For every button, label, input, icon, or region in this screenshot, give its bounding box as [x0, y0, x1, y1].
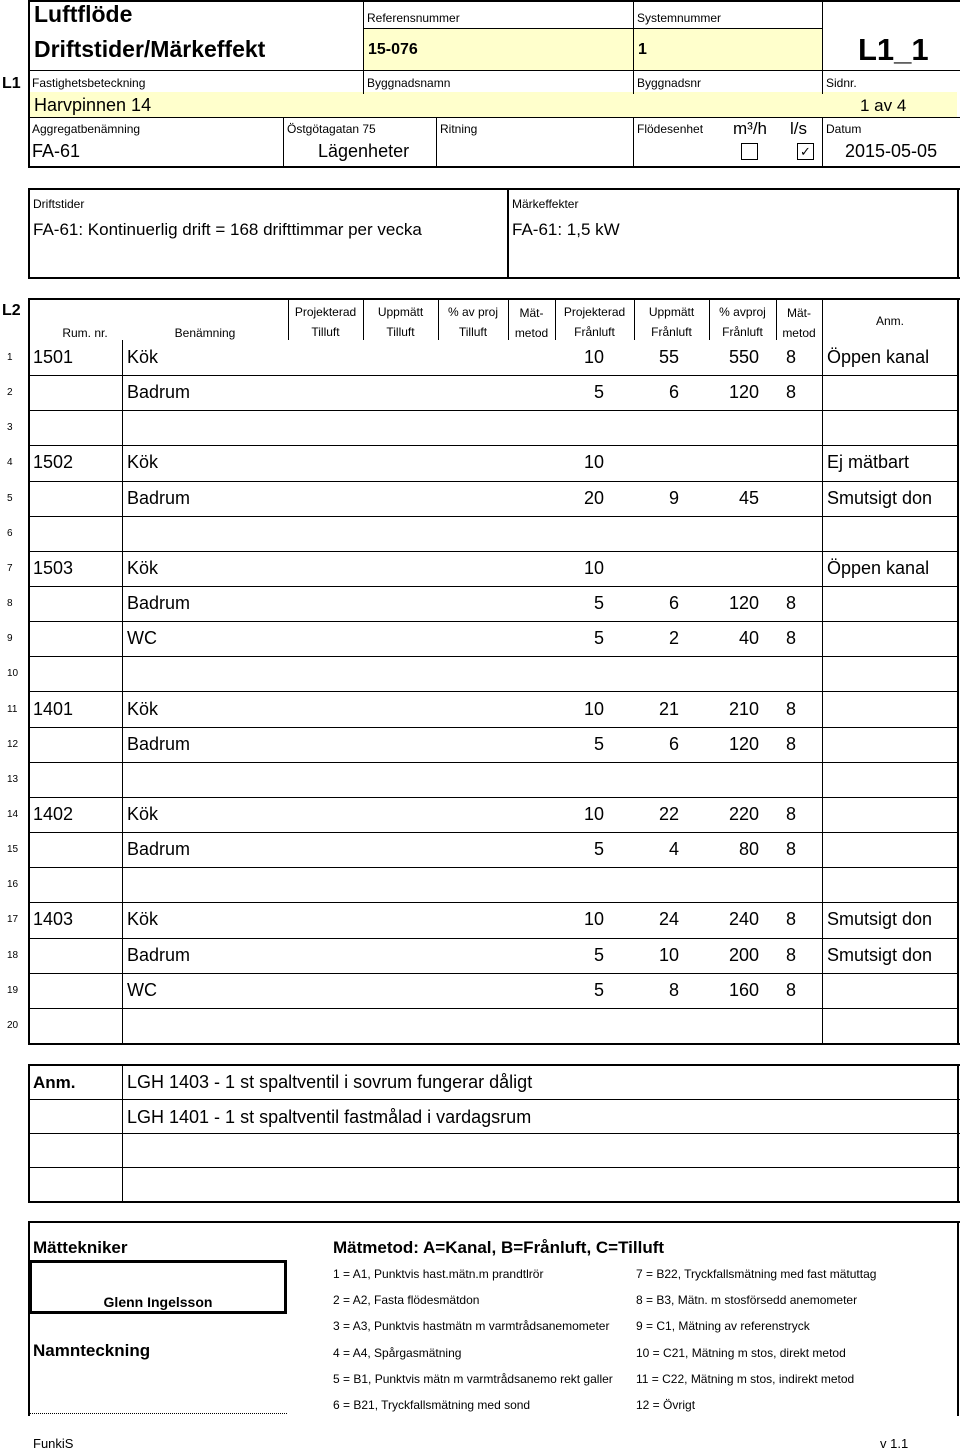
cell-pf[interactable]: 5 [593, 980, 604, 1000]
cell-uf[interactable]: 6 [668, 734, 679, 754]
byggnadsnr-label: Byggnadsnr [637, 76, 702, 90]
fastighet-value[interactable]: Harvpinnen 14 [34, 95, 152, 115]
fastighet-field-bg [30, 92, 957, 117]
effekt-label: Märkeffekter [512, 197, 579, 211]
col-pct-franluft-header-1: % avproj [719, 305, 766, 319]
cell-mf[interactable]: 8 [785, 382, 796, 402]
method-item: 12 = Övrigt [636, 1398, 696, 1412]
datum-label: Datum [826, 122, 862, 136]
col-met-franluft-header-1: Mät- [787, 306, 811, 320]
col-upp-franluft-header-2: Frånluft [651, 325, 692, 339]
form-subtitle: Driftstider/Märkeffekt [34, 36, 266, 62]
cell-rum[interactable]: 1401 [33, 699, 74, 719]
cell-uf[interactable]: 6 [668, 593, 679, 613]
col-proj-franluft-header-1: Projekterad [563, 305, 626, 319]
row-number: 14 [7, 809, 19, 820]
cell-rum[interactable]: 1503 [33, 558, 74, 578]
cell-mf[interactable]: 8 [785, 593, 796, 613]
cell-uf[interactable]: 2 [668, 628, 679, 648]
version-label: v 1.1 [880, 1436, 909, 1451]
cell-anm[interactable]: Öppen kanal [827, 347, 930, 367]
cell-mf[interactable]: 8 [785, 628, 796, 648]
remarks-label: Anm. [33, 1073, 76, 1092]
method-item: 9 = C1, Mätning av referenstryck [636, 1319, 810, 1334]
form-title: Luftflöde [34, 1, 133, 27]
col-met-tilluft-header-2: metod [514, 326, 549, 340]
col-proj-tilluft-header-2: Tilluft [311, 325, 340, 339]
cell-uf[interactable]: 9 [668, 488, 679, 508]
section-l1: L1 [2, 75, 21, 92]
col-met-franluft-header-2: metod [782, 326, 816, 340]
cell-rum[interactable]: 1403 [33, 909, 74, 929]
cell-pctf[interactable]: 550 [728, 347, 759, 367]
aggregat-label: Aggregatbenämning [32, 122, 141, 136]
method-item: 10 = C21, Mätning m stos, direkt metod [636, 1345, 846, 1360]
col-upp-tilluft-header-1: Uppmätt [377, 305, 424, 319]
cell-pf[interactable]: 5 [593, 382, 604, 402]
row-number: 10 [7, 668, 19, 679]
cell-pf[interactable]: 5 [593, 839, 604, 859]
sys-value[interactable]: 1 [638, 41, 647, 58]
cell-ben[interactable]: Badrum [127, 593, 191, 613]
signature-line[interactable] [30, 1413, 287, 1414]
row-number: 19 [7, 985, 19, 996]
ref-value[interactable]: 15-076 [368, 41, 418, 58]
cell-anm[interactable]: Smutsigt don [827, 488, 933, 508]
cell-uf[interactable]: 6 [668, 382, 679, 402]
row-number: 7 [7, 563, 13, 574]
cell-anm[interactable]: Smutsigt don [827, 945, 933, 965]
method-item: 7 = B22, Tryckfallsmätning med fast mätuttag [636, 1267, 877, 1281]
cell-pctf[interactable]: 80 [738, 839, 759, 859]
cell-ben[interactable]: WC [127, 628, 157, 648]
method-item: 8 = B3, Mätn. m stosförsedd anemometer [636, 1293, 858, 1308]
col-met-tilluft-header-1: Mät- [519, 306, 544, 320]
drift-label: Driftstider [33, 197, 85, 211]
method-item: 6 = B21, Tryckfallsmätning med sond [333, 1398, 531, 1412]
cell-mf[interactable]: 8 [785, 839, 796, 859]
row-number: 12 [7, 739, 19, 750]
cell-pf[interactable]: 20 [583, 488, 604, 508]
cell-rum[interactable]: 1402 [33, 804, 74, 824]
cell-pf[interactable]: 10 [583, 452, 604, 472]
address-label: Östgötagatan 75 [287, 122, 376, 136]
row-number: 17 [7, 914, 19, 925]
row-number: 5 [7, 493, 13, 504]
col-proj-tilluft-header-1: Projekterad [294, 305, 357, 319]
cell-ben[interactable]: Badrum [127, 945, 191, 965]
byggnadsnamn-label: Byggnadsnamn [367, 76, 451, 90]
col-pct-franluft-header-2: Frånluft [722, 325, 763, 339]
cell-mf[interactable]: 8 [785, 699, 796, 719]
cell-pf[interactable]: 10 [583, 804, 604, 824]
cell-pf[interactable]: 5 [593, 593, 604, 613]
sidnr-label: Sidnr. [826, 76, 857, 90]
unit-ls-label: l/s [790, 119, 807, 138]
aggregat-value[interactable]: FA-61 [32, 141, 81, 161]
cell-pf[interactable]: 10 [583, 699, 604, 719]
cell-mf[interactable]: 8 [785, 909, 796, 929]
cell-ben[interactable]: Badrum [127, 488, 191, 508]
cell-pctf[interactable]: 40 [738, 628, 759, 648]
cell-pctf[interactable]: 45 [738, 488, 759, 508]
cell-ben[interactable]: Kök [127, 909, 159, 929]
cell-pf[interactable]: 5 [593, 628, 604, 648]
row-number: 20 [7, 1020, 19, 1031]
col-benamning-header: Benämning [174, 326, 236, 340]
cell-pctf[interactable]: 160 [728, 980, 759, 1000]
cell-pf[interactable]: 10 [583, 558, 604, 578]
cell-ben[interactable]: Badrum [127, 839, 191, 859]
ritning-label: Ritning [440, 122, 478, 136]
col-proj-franluft-header-2: Frånluft [574, 325, 615, 339]
sys-label: Systemnummer [637, 11, 722, 25]
method-item: 3 = A3, Punktvis hastmätn m varmtrådsanemometer [333, 1319, 610, 1334]
col-upp-tilluft-header-2: Tilluft [386, 325, 415, 339]
row-number: 11 [7, 704, 18, 715]
row-number: 8 [7, 598, 13, 609]
cell-pctf[interactable]: 220 [728, 804, 759, 824]
effekt-value[interactable]: FA-61: 1,5 kW [512, 220, 620, 239]
technician-name[interactable]: Glenn Ingelsson [103, 1294, 213, 1310]
cell-uf[interactable]: 8 [668, 980, 679, 1000]
cell-uf[interactable]: 55 [658, 347, 679, 367]
namnteckning-label: Namnteckning [33, 1341, 151, 1360]
cell-rum[interactable]: 1501 [33, 347, 74, 367]
cell-anm[interactable]: Ej mätbart [827, 452, 910, 472]
remark-line-1[interactable]: LGH 1403 - 1 st spaltventil i sovrum fungerar dåligt [127, 1072, 533, 1092]
method-item: 4 = A4, Spårgasmätning [333, 1345, 462, 1360]
cell-uf[interactable]: 22 [658, 804, 679, 824]
drift-value[interactable]: FA-61: Kontinuerlig drift = 168 drifttimmar per vecka [33, 220, 422, 239]
method-item: 5 = B1, Punktvis mätn m varmtrådsanemo rekt galler [333, 1371, 613, 1386]
cell-uf[interactable]: 4 [668, 839, 679, 859]
row-number: 9 [7, 633, 13, 644]
col-upp-franluft-header-1: Uppmätt [648, 305, 695, 319]
cell-uf[interactable]: 21 [658, 699, 679, 719]
unit-m3h-label: m³/h [733, 119, 767, 138]
row-number: 4 [7, 457, 13, 468]
cell-mf[interactable]: 8 [785, 945, 796, 965]
cell-pf[interactable]: 10 [583, 909, 604, 929]
row-number: 15 [7, 844, 19, 855]
cell-pf[interactable]: 5 [593, 945, 604, 965]
ref-label: Referensnummer [367, 11, 460, 25]
row-number: 3 [7, 422, 13, 433]
cell-pctf[interactable]: 210 [728, 699, 759, 719]
col-pct-tilluft-header-2: Tilluft [458, 325, 488, 339]
cell-mf[interactable]: 8 [785, 804, 796, 824]
cell-mf[interactable]: 8 [785, 347, 796, 367]
cell-pctf[interactable]: 120 [728, 382, 759, 402]
form-code: L1_1 [858, 32, 929, 67]
cell-ben[interactable]: Kök [127, 452, 159, 472]
remark-line-2[interactable]: LGH 1401 - 1 st spaltventil fastmålad i vardagsrum [127, 1107, 532, 1127]
method-item: 1 = A1, Punktvis hast.mätn.m prandtlrör [333, 1267, 544, 1281]
row-number: 16 [7, 879, 19, 890]
mattekniker-label: Mättekniker [33, 1238, 128, 1257]
cell-pctf[interactable]: 120 [728, 734, 759, 754]
cell-pctf[interactable]: 120 [728, 593, 759, 613]
flode-label: Flödesenhet [637, 122, 704, 136]
sys-field-bg [633, 28, 822, 70]
matmetod-title: Mätmetod: A=Kanal, B=Frånluft, C=Tilluft [333, 1238, 665, 1257]
cell-pf[interactable]: 10 [583, 347, 604, 367]
sidnr-value[interactable]: 1 av 4 [860, 96, 907, 115]
row-number: 2 [7, 387, 13, 398]
col-anm-header: Anm. [875, 314, 904, 328]
cell-ben[interactable]: Kök [127, 699, 159, 719]
col-pct-tilluft-header-1: % av proj [447, 305, 499, 319]
unit-ls-checkbox[interactable]: ✓ [797, 143, 814, 160]
unit-m3h-checkbox[interactable] [741, 143, 758, 160]
cell-ben[interactable]: Kök [127, 347, 159, 367]
datum-value[interactable]: 2015-05-05 [845, 141, 938, 161]
cell-pf[interactable]: 5 [593, 734, 604, 754]
cell-ben[interactable]: Badrum [127, 382, 191, 402]
cell-ben[interactable]: Badrum [127, 734, 191, 754]
fastighet-label: Fastighetsbeteckning [32, 76, 146, 90]
cell-ben[interactable]: WC [127, 980, 157, 1000]
row-number: 13 [7, 774, 19, 785]
brand-label: FunkiS [33, 1436, 74, 1451]
section-l2: L2 [2, 302, 21, 319]
cell-anm[interactable]: Smutsigt don [827, 909, 933, 929]
cell-ben[interactable]: Kök [127, 558, 159, 578]
address-value[interactable]: Lägenheter [318, 141, 410, 161]
method-item: 2 = A2, Fasta flödesmätdon [333, 1293, 480, 1308]
cell-mf[interactable]: 8 [785, 980, 796, 1000]
cell-rum[interactable]: 1502 [33, 452, 74, 472]
cell-uf[interactable]: 24 [658, 909, 679, 929]
cell-mf[interactable]: 8 [785, 734, 796, 754]
row-number: 6 [7, 528, 13, 539]
row-number: 18 [7, 950, 19, 961]
cell-uf[interactable]: 10 [658, 945, 679, 965]
cell-pctf[interactable]: 200 [728, 945, 759, 965]
cell-anm[interactable]: Öppen kanal [827, 558, 930, 578]
col-rum-header: Rum. nr. [62, 326, 108, 340]
method-item: 11 = C22, Mätning m stos, indirekt metod [636, 1371, 855, 1386]
row-number: 1 [7, 352, 13, 363]
cell-pctf[interactable]: 240 [728, 909, 759, 929]
cell-ben[interactable]: Kök [127, 804, 159, 824]
